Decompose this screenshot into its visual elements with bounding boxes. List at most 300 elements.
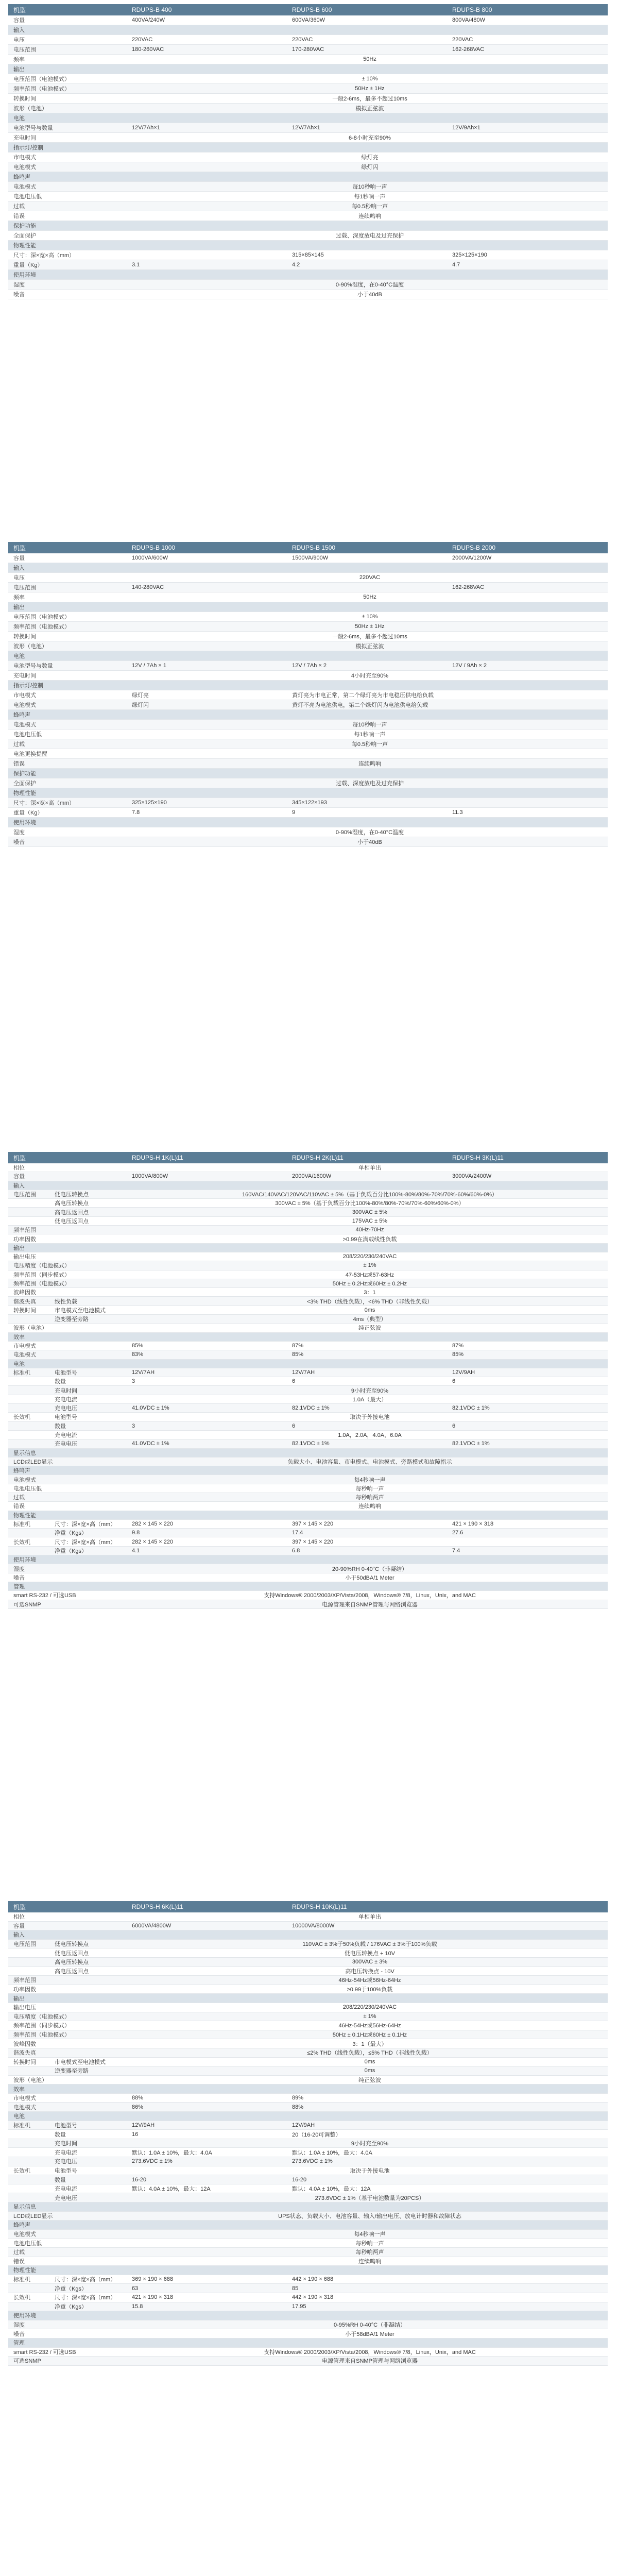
spec-value: 47-53Hz或57-63Hz: [345, 1272, 394, 1278]
section-label: 保护功能: [13, 771, 36, 777]
row-label: 充电时间: [13, 673, 36, 679]
section-label: 管理: [13, 2340, 25, 2347]
row-sublabel: 低电压转换点: [55, 1192, 89, 1198]
spec-value: 220VAC: [452, 37, 473, 43]
spec-value: 每0.5秒响一声: [351, 741, 388, 748]
row-label: 错误: [13, 213, 25, 219]
table-row: [8, 2076, 608, 2085]
section-label: 电池: [13, 653, 25, 659]
row-sublabel: 充电时间: [55, 1387, 77, 1394]
table-row: [8, 641, 608, 651]
row-sublabel: 充电电流: [55, 1396, 77, 1403]
section-label: 输入: [13, 565, 25, 571]
section-row: [8, 1181, 608, 1190]
table-row: [8, 1493, 608, 1502]
spec-table-b2: [8, 542, 608, 847]
spec-value: 17.4: [292, 1530, 303, 1536]
row-label: 波形（电池）: [13, 106, 47, 112]
spec-value: 40Hz-70Hz: [355, 1227, 384, 1233]
row-label: 转换时间: [13, 1307, 36, 1314]
row-label: 容量: [13, 555, 25, 562]
spec-value: 低电压转换点 + 10V: [344, 1950, 396, 1957]
section-label: 物理性能: [13, 790, 36, 796]
row-label: 电池模式: [13, 184, 36, 190]
spec-value: 12V/7Ah×1: [132, 125, 160, 131]
spec-value: 46Hz-54Hz或56Hz-64Hz: [338, 2023, 401, 2029]
section-row: [8, 1449, 608, 1458]
spec-value: 1000VA/800W: [132, 1173, 168, 1180]
table-row: [8, 2139, 608, 2148]
section-row: [8, 1466, 608, 1475]
row-label: 电池模式: [13, 1352, 36, 1359]
spec-value: 每秒响两声: [355, 1495, 384, 1501]
row-label: 容量: [13, 18, 25, 24]
spec-value: 3: [132, 1378, 135, 1385]
table-row: [8, 2329, 608, 2338]
section-label: 指示灯/控制: [13, 145, 44, 151]
spec-value: 单相单出: [358, 1914, 381, 1921]
spec-value: 模拟正弦波: [355, 643, 384, 650]
row-sublabel: 充电电流: [55, 1432, 77, 1439]
spec-value: 41.0VDC ± 1%: [132, 1440, 169, 1447]
model-name: RDUPS-H 3K(L)11: [452, 1154, 504, 1161]
section-label: 输出: [13, 66, 25, 73]
section-label: 电池: [13, 2113, 25, 2120]
spec-value: 默认：1.0A ± 10%，最大：4.0A: [292, 2149, 372, 2156]
section-label: 物理性能: [13, 1512, 36, 1519]
model-name: RDUPS-B 2000: [452, 544, 496, 551]
row-label: 波形（电池）: [13, 643, 47, 650]
section-label: 显示信息: [13, 2204, 36, 2211]
spec-value: 每1秒响一声: [354, 732, 386, 738]
spec-value: 82.1VDC ± 1%: [452, 1440, 490, 1447]
spec-value: 1500VA/900W: [292, 555, 329, 561]
spec-value: 每4秒响一声: [354, 2231, 386, 2238]
section-label: 管理: [13, 1584, 25, 1590]
section-row: [8, 1994, 608, 2003]
spec-value: 12V/9AH: [132, 2122, 155, 2128]
table-row: [8, 1172, 608, 1181]
table-row: [8, 1234, 608, 1243]
spec-value: 12V/7AH: [132, 1369, 155, 1376]
row-label: 电压精度（电池模式）: [13, 1263, 70, 1269]
row-label: 电池更换提醒: [13, 751, 47, 757]
table-row: [8, 2094, 608, 2103]
spec-value: 6: [292, 1378, 296, 1385]
model-name: RDUPS-B 600: [292, 6, 332, 13]
spec-value: 7.4: [452, 1547, 460, 1554]
section-row: [8, 563, 608, 573]
spec-value: 每秒响一声: [355, 1485, 384, 1492]
spec-value: 3: [132, 1422, 135, 1429]
table-row: [8, 250, 608, 260]
table-row: [8, 1404, 608, 1413]
row-label: 电压: [13, 575, 25, 581]
model-name: RDUPS-H 1K(L)11: [132, 1154, 183, 1161]
spec-value: 11.3: [452, 809, 463, 816]
spec-value: 63: [132, 2285, 139, 2292]
row-label: 全面保护: [13, 233, 36, 239]
table-row: [8, 2230, 608, 2239]
table-row: [8, 2357, 608, 2366]
section-row: [8, 769, 608, 778]
spec-value: 6: [452, 1378, 456, 1385]
section-row: [8, 143, 608, 152]
table-row: [8, 2248, 608, 2257]
spec-value: 小于40dB: [357, 839, 382, 845]
section-row: [8, 2221, 608, 2230]
row-sublabel: 充电电流: [55, 2186, 77, 2193]
spec-value: 208/220/230/240VAC: [342, 1253, 397, 1260]
row-sublabel: 逆变器至旁路: [55, 2068, 89, 2075]
spec-value: 电源管理来自SNMP管理与网络浏览器: [322, 1601, 418, 1608]
spec-value: 小于40dB: [357, 292, 382, 298]
spec-value: 50Hz: [363, 594, 376, 600]
header-label: 机型: [13, 1903, 26, 1911]
section-label: 显示信息: [13, 1450, 36, 1456]
table-row: [8, 1226, 608, 1234]
row-label: 频率范围（同步模式）: [13, 2023, 70, 2029]
spec-value: 连续鸣响: [358, 2258, 381, 2265]
row-sublabel: 市电模式至电池模式: [55, 1307, 106, 1314]
spec-value: 0ms: [364, 2058, 375, 2065]
spec-value: 取决于外接电池: [350, 1414, 390, 1421]
spec-value: 12V/7AH: [292, 1369, 315, 1376]
row-label: 容量: [13, 1923, 25, 1929]
table-row: [8, 1431, 608, 1439]
table-row: [8, 2302, 608, 2312]
spec-value: 每1秒响一声: [354, 194, 386, 200]
section-label: 电池: [13, 115, 25, 122]
table-row: [8, 2148, 608, 2157]
spec-value: 87%: [292, 1343, 304, 1349]
row-label: 频率范围: [13, 1227, 36, 1234]
row-sublabel: 尺寸：深×宽×高（mm）: [55, 2277, 116, 2283]
table-row: [8, 1520, 608, 1529]
table-row: [8, 2284, 608, 2293]
table-header: [8, 1901, 608, 1912]
table-row: [8, 1163, 608, 1172]
spec-value: 小于50dBA/1 Meter: [345, 1574, 394, 1581]
table-row: [8, 798, 608, 808]
section-row: [8, 2338, 608, 2348]
spec-value: 默认：1.0A ± 10%，最大：4.0A: [132, 2149, 212, 2156]
table-row: [8, 1591, 608, 1600]
row-sublabel: 充电电压: [55, 2159, 77, 2165]
table-row: [8, 1199, 608, 1208]
table-row: [8, 1976, 608, 1985]
row-label: 长效机: [13, 2295, 30, 2301]
model-name: RDUPS-B 1000: [132, 544, 176, 551]
table-row: [8, 1967, 608, 1976]
row-label: 频率: [13, 57, 25, 63]
table-row: [8, 573, 608, 583]
spec-value: 12V/7Ah×1: [292, 125, 320, 131]
table-row: [8, 1422, 608, 1431]
row-label: 频率: [13, 595, 25, 601]
table-header: [8, 1152, 608, 1163]
row-label: 电池模式: [13, 2231, 36, 2238]
table-row: [8, 2157, 608, 2166]
section-label: 使用环境: [13, 820, 36, 826]
table-row: [8, 827, 608, 837]
section-row: [8, 2084, 608, 2094]
spec-value: 支持Windows® 2000/2003/XP/Vista/2008，Windows® 7/8，Linux，Unix，and MAC: [264, 1592, 476, 1599]
table-row: [8, 1252, 608, 1261]
spec-value: 397 × 145 × 220: [292, 1538, 334, 1545]
table-row: [8, 280, 608, 290]
row-sublabel: 电池型号: [55, 1414, 77, 1421]
table-row: [8, 2066, 608, 2076]
spec-value: 一般2-6ms，最多不超过10ms: [332, 96, 407, 102]
spec-value: 绿灯亮: [361, 155, 379, 161]
spec-value: 273.6VDC ± 1%: [292, 2158, 333, 2165]
spec-value: ± 1%: [363, 2013, 376, 2020]
spec-value: 纯正弦波: [358, 2077, 381, 2083]
table-row: [8, 671, 608, 681]
spec-value: 12V/9Ah×1: [452, 125, 480, 131]
table-row: [8, 1377, 608, 1386]
row-label: 标准机: [13, 2277, 30, 2283]
spec-value: 10000VA/8000W: [292, 1922, 335, 1929]
section-row: [8, 1555, 608, 1564]
row-label: 过载: [13, 204, 25, 210]
row-label: 电压精度（电池模式）: [13, 2013, 70, 2020]
spec-value: 85: [292, 2285, 299, 2292]
table-row: [8, 2048, 608, 2058]
spec-value: 315×85×145: [292, 252, 324, 258]
spec-value: 27.6: [452, 1530, 464, 1536]
spec-value: 88%: [292, 2104, 304, 2110]
section-row: [8, 1333, 608, 1342]
spec-value: 89%: [292, 2095, 304, 2102]
spec-value: 每0.5秒响一声: [351, 204, 388, 210]
spec-value: 421 × 190 × 318: [452, 1521, 494, 1528]
spec-value: 过载、深度放电及过充保护: [336, 781, 404, 787]
row-label: 过载: [13, 741, 25, 748]
spec-value: 300VAC ± 3%: [352, 1959, 388, 1965]
spec-value: 4.7: [452, 262, 460, 268]
row-sublabel: 电池型号: [55, 1369, 77, 1376]
table-row: [8, 15, 608, 25]
spec-value: 85%: [292, 1351, 304, 1358]
row-sublabel: 高电压转换点: [55, 1200, 89, 1207]
section-row: [8, 1511, 608, 1520]
spec-value: 1.0A，2.0A，4.0A，6.0A: [338, 1432, 402, 1439]
table-row: [8, 1279, 608, 1288]
section-row: [8, 2202, 608, 2212]
row-label: 电池电压低: [13, 194, 42, 200]
table-row: [8, 1270, 608, 1279]
spec-value: 9小时充至90%: [351, 2141, 389, 2147]
table-row: [8, 1502, 608, 1511]
spec-value: 6-8小时充至90%: [349, 135, 391, 141]
row-label: 电池模式: [13, 164, 36, 171]
row-label: 电池电压低: [13, 732, 42, 738]
spec-value: >0.99在满载线性负载: [342, 1236, 397, 1243]
spec-table-b4: [8, 1901, 608, 2366]
table-row: [8, 1395, 608, 1404]
spec-value: 电源管理来自SNMP管理与网络浏览器: [322, 2358, 418, 2365]
table-row: [8, 749, 608, 759]
spec-value: 273.6VDC ± 1%（基于电池数量为20PCS）: [315, 2195, 425, 2201]
row-sublabel: 尺寸：深×宽×高（mm）: [55, 1521, 116, 1528]
spec-value: 369 × 190 × 688: [132, 2276, 174, 2283]
table-row: [8, 720, 608, 730]
table-row: [8, 1985, 608, 1994]
table-row: [8, 1306, 608, 1315]
spec-value: 273.6VDC ± 1%: [132, 2158, 173, 2165]
table-row: [8, 1324, 608, 1332]
spec-value: 1000VA/600W: [132, 555, 168, 561]
row-label: 频率范围（电池模式）: [13, 2032, 70, 2039]
section-row: [8, 788, 608, 798]
table-row: [8, 1912, 608, 1922]
table-row: [8, 1573, 608, 1582]
row-label: 错误: [13, 1503, 25, 1510]
row-label: 波形（电池）: [13, 1325, 47, 1332]
spec-value: 绿灯闪: [361, 164, 379, 171]
model-name: RDUPS-H 6K(L)11: [132, 1903, 183, 1910]
spec-value: <3% THD（线性负载），<6% THD（非线性负载）: [306, 1298, 433, 1305]
spec-value: ≤2% THD（线性负载），≤5% THD（非线性负载）: [307, 2050, 433, 2057]
row-label: 重量（Kg）: [13, 262, 43, 268]
row-label: LCD或LED显示: [13, 1459, 53, 1465]
row-sublabel: 净重（Kgs）: [55, 2285, 87, 2292]
row-label: 湿度: [13, 829, 25, 836]
row-label: 尺寸：深×宽×高（mm）: [13, 252, 75, 259]
section-label: 输出: [13, 604, 25, 611]
spec-value: 50Hz: [363, 56, 376, 62]
spec-value: 0-95%RH 0-40°C（非凝结）: [333, 2322, 406, 2329]
spec-value: 高电压转换点 - 10V: [345, 1968, 394, 1975]
table-row: [8, 1564, 608, 1573]
table-row: [8, 2275, 608, 2284]
spec-value: 50Hz ± 1Hz: [355, 623, 385, 630]
row-label: 市电模式: [13, 155, 36, 161]
row-label: 电压范围（电池模式）: [13, 76, 70, 82]
spec-value: 400VA/240W: [132, 17, 165, 23]
section-row: [8, 113, 608, 123]
section-label: 电池: [13, 1361, 25, 1367]
row-sublabel: 尺寸：深×宽×高（mm）: [55, 1539, 116, 1546]
spec-value: 2000VA/1600W: [292, 1173, 332, 1180]
section-label: 输出: [13, 1245, 25, 1251]
spec-value: 6.8: [292, 1547, 300, 1554]
spec-value: 绿灯闪: [132, 702, 149, 708]
spec-value: 85%: [452, 1351, 464, 1358]
table-row: [8, 231, 608, 241]
spec-value: 纯正弦波: [358, 1325, 381, 1332]
section-label: 输出: [13, 1995, 25, 2002]
table-row: [8, 2193, 608, 2202]
row-label: 相位: [13, 1165, 25, 1172]
table-row: [8, 778, 608, 788]
spec-value: 一般2-6ms，最多不超过10ms: [332, 634, 407, 640]
row-label: LCD或LED显示: [13, 2213, 53, 2219]
spec-value: 800VA/480W: [452, 17, 486, 23]
row-label: 长效机: [13, 2167, 30, 2174]
table-row: [8, 182, 608, 192]
table-row: [8, 2166, 608, 2176]
row-label: 长效机: [13, 1414, 30, 1421]
row-label: 过载: [13, 2249, 25, 2256]
table-row: [8, 1484, 608, 1493]
row-sublabel: 净重（Kgs）: [55, 2303, 87, 2310]
row-sublabel: 净重（Kgs）: [55, 1548, 87, 1554]
section-row: [8, 1582, 608, 1591]
row-label: 波峰因数: [13, 2041, 36, 2047]
row-label: 过载: [13, 1495, 25, 1501]
table-row: [8, 94, 608, 104]
row-label: 电压范围: [13, 47, 36, 53]
spec-value: 4.2: [292, 262, 300, 268]
table-row: [8, 2012, 608, 2022]
spec-value: 220VAC: [359, 574, 381, 581]
table-row: [8, 759, 608, 769]
row-label: 谐波失真: [13, 2050, 36, 2057]
table-row: [8, 730, 608, 739]
section-label: 输入: [13, 27, 25, 33]
row-sublabel: 充电电流: [55, 2149, 77, 2156]
row-label: 频率范围（电池模式）: [13, 1281, 70, 1287]
spec-value: 12V/9AH: [452, 1369, 475, 1376]
table-row: [8, 2039, 608, 2048]
spec-value: 取决于外接电池: [350, 2167, 390, 2174]
row-sublabel: 充电电压: [55, 2195, 77, 2201]
section-label: 指示灯/控制: [13, 683, 44, 689]
model-name: RDUPS-H 10K(L)11: [292, 1903, 347, 1910]
row-label: 波峰因数: [13, 1290, 36, 1296]
table-row: [8, 1413, 608, 1421]
section-row: [8, 270, 608, 280]
row-sublabel: 充电电压: [55, 1405, 77, 1412]
spec-value: 9.8: [132, 1530, 140, 1536]
spec-value: 9: [292, 809, 296, 816]
model-name: RDUPS-B 800: [452, 6, 492, 13]
spec-value: 175VAC ± 5%: [352, 1217, 388, 1224]
section-label: 输入: [13, 1932, 25, 1939]
spec-value: 每10秒响一声: [352, 722, 387, 728]
row-label: 输出电压: [13, 2005, 36, 2011]
table-header: [8, 4, 608, 15]
table-row: [8, 74, 608, 84]
spec-value: UPS状态、负载大小、电池容量、输入/输出电压、放电计时器和故障状态: [278, 2213, 461, 2219]
spec-value: 负载大小、电池容量、市电模式、电池模式、旁路模式和故障指示: [287, 1459, 452, 1465]
row-label: 电池电压低: [13, 1485, 42, 1492]
section-row: [8, 2311, 608, 2320]
table-row: [8, 211, 608, 221]
table-row: [8, 1475, 608, 1484]
row-sublabel: 电池型号: [55, 2167, 77, 2174]
section-label: 蜂鸣声: [13, 174, 30, 180]
section-row: [8, 221, 608, 231]
table-row: [8, 1386, 608, 1395]
spec-value: 连续鸣响: [358, 213, 381, 219]
row-label: 标准机: [13, 1521, 30, 1528]
table-row: [8, 690, 608, 700]
table-row: [8, 2058, 608, 2067]
row-label: 噪音: [13, 292, 25, 298]
section-row: [8, 25, 608, 35]
table-row: [8, 84, 608, 94]
spec-value: 6: [292, 1422, 296, 1429]
table-row: [8, 1342, 608, 1350]
table-row: [8, 45, 608, 55]
table-row: [8, 2184, 608, 2194]
table-row: [8, 632, 608, 641]
table-row: [8, 290, 608, 299]
